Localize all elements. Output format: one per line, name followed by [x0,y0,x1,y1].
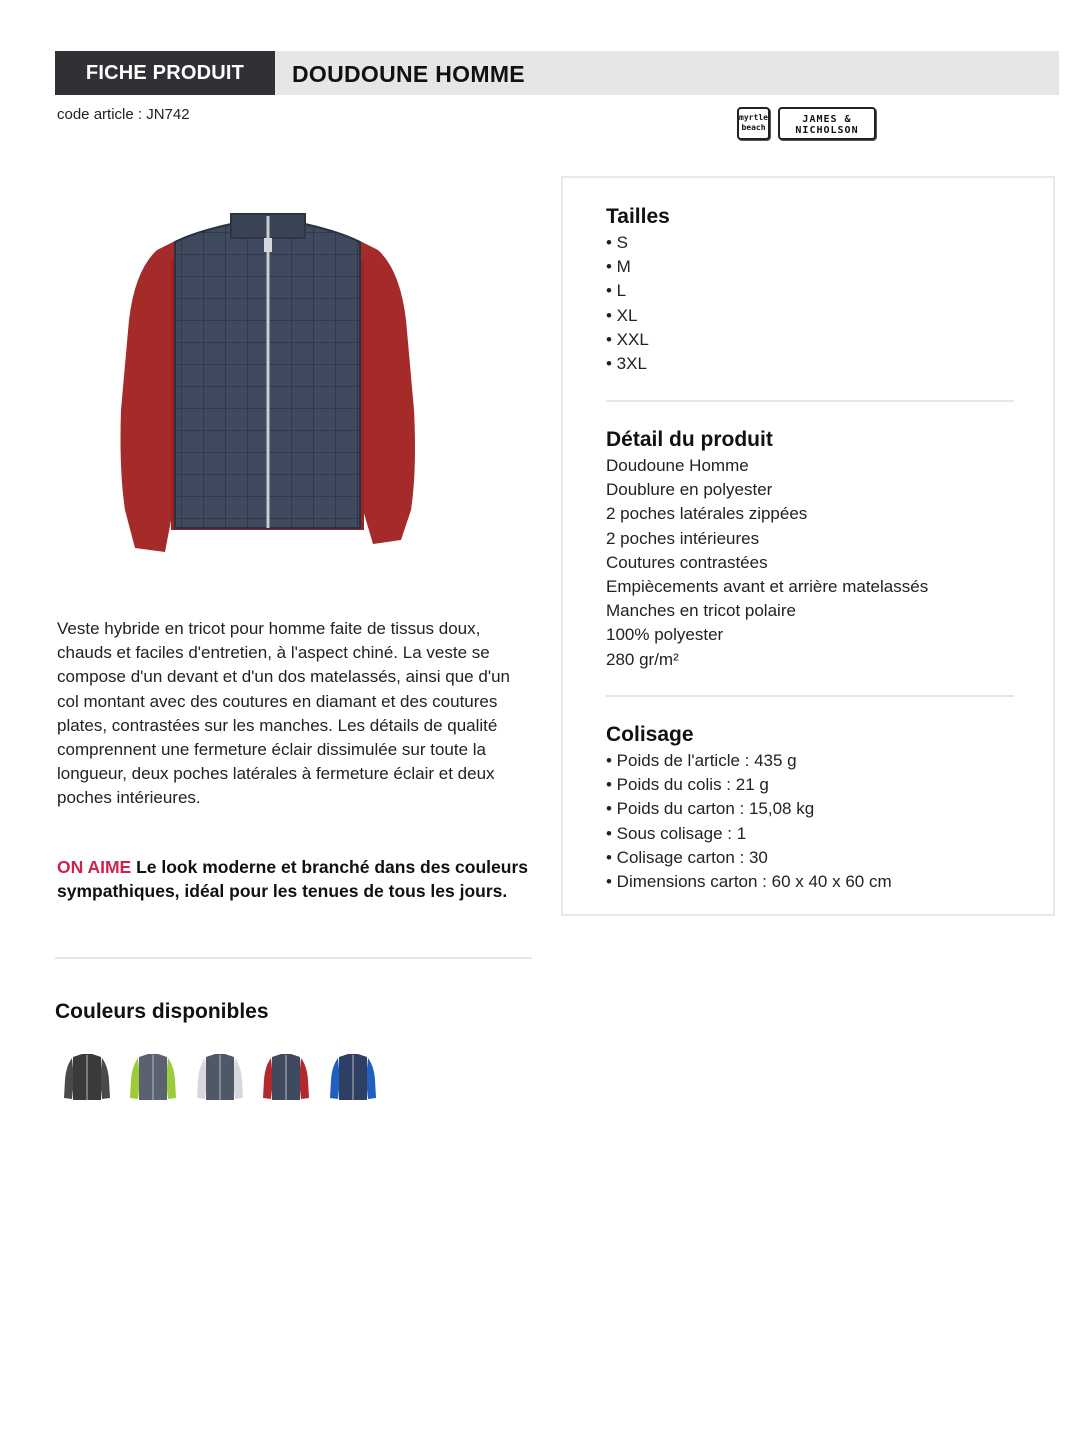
list-item: • XL [606,305,638,325]
header-tag: FICHE PRODUIT [55,51,275,95]
divider [55,957,532,959]
jacket-swatch-icon[interactable] [62,1052,112,1104]
list-item: Coutures contrastées [606,552,768,572]
list-item: Doudoune Homme [606,456,749,475]
list-item: • S [606,233,629,252]
jacket-swatch-icon[interactable] [195,1052,245,1104]
list-item: 280 gr/m² [606,649,679,669]
list-item: • 3XL [606,354,647,374]
jacket-icon [115,210,420,560]
spec-panel [561,176,1055,916]
list-item: Empiècements avant et arrière matelassés [606,577,929,597]
list-item: • L [606,281,627,301]
jacket-swatch-icon[interactable] [128,1052,178,1104]
code-article: code article : JN742 [57,106,190,123]
list-item: • Colisage carton : 30 [606,847,768,867]
tailles-title: Tailles [606,205,670,228]
list-item: • Sous colisage : 1 [606,823,747,843]
colisage-title: Colisage [606,723,694,746]
product-description: Veste hybride en tricot pour homme faite de tissus doux, chauds et faciles d'entretien, à l'aspect chiné. La veste se compose d'un devant et d'un dos matelassés, ainsi que d'un col montant avec des coutures en diamant et des coutures plates, contrastées sur les manches. Les détails de qualité comprennent une fermeture éclair dissimulée sur toute la longueur, deux poches latérales à fermeture éclair et deux poches intérieures. [57,619,510,808]
divider [606,400,1014,402]
detail-title: Détail du produit [606,428,773,451]
colisage-section [606,721,1026,894]
list-item: 100% polyester [606,625,724,645]
list-item: Manches en tricot polaire [606,601,796,621]
list-item: Doublure en polyester [606,480,773,500]
divider [606,695,1014,697]
page-title: DOUDOUNE HOMME [292,61,525,87]
james-nicholson-logo: JAMES & NICHOLSON [778,107,876,140]
colors-title: Couleurs disponibles [55,1000,269,1023]
list-item: 2 poches latérales zippées [606,504,808,524]
list-item: • Poids de l'article : 435 g [606,751,797,770]
page-header [55,51,1059,95]
on-aime-label: ON AIME [57,857,132,877]
myrtle-beach-logo: myrtle beach [737,107,770,140]
list-item: • Poids du carton : 15,08 kg [606,799,815,819]
list-item: 2 poches intérieures [606,528,760,548]
on-aime-note [57,855,532,903]
list-item: • Dimensions carton : 60 x 40 x 60 cm [606,872,892,892]
list-item: • XXL [606,329,649,349]
tailles-section [606,203,1026,376]
on-aime-text: Le look moderne et branché dans des couleurs sympathiques, idéal pour les tenues de tous les jours. [57,857,528,902]
list-item: • Poids du colis : 21 g [606,775,769,795]
list-item: • M [606,257,631,277]
detail-section [606,426,1026,672]
jacket-swatch-icon[interactable] [328,1052,378,1104]
jacket-swatch-icon[interactable] [261,1052,311,1104]
